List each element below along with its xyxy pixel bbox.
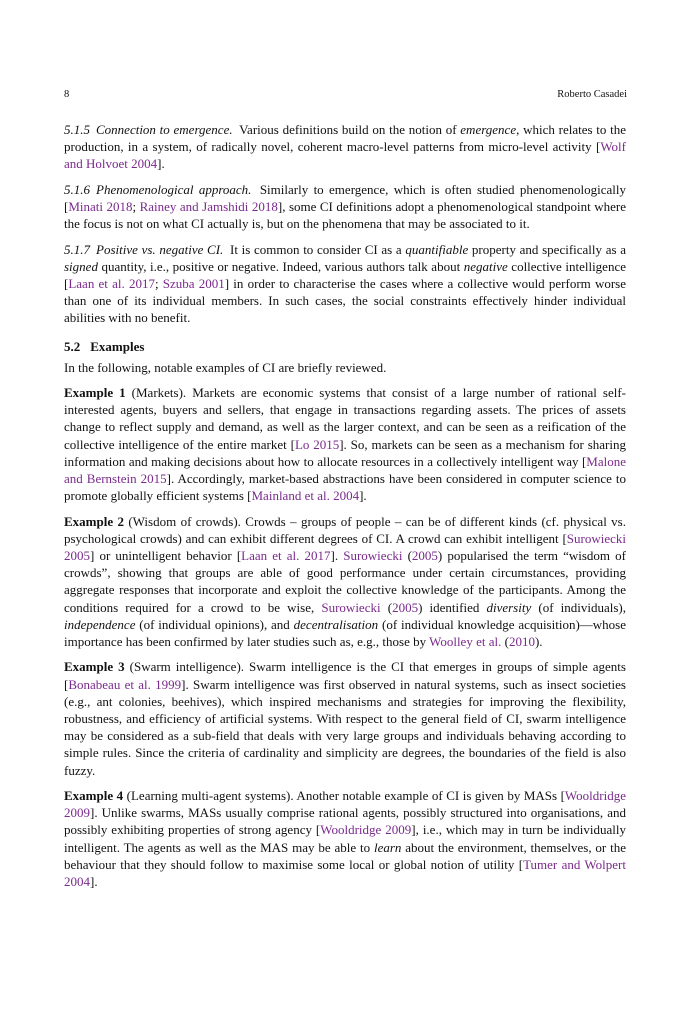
example-name: (Swarm intelligence). (124, 659, 245, 675)
citation-link[interactable]: Malone and Bernstein 2015 (64, 453, 626, 487)
citation-link[interactable]: Wooldridge 2009 (64, 788, 626, 821)
example-label: Example 2 (64, 513, 124, 529)
paragraph-examples-intro: In the following, notable examples of CI are briefly reviewed. (64, 359, 387, 375)
paragraph-example-2: Example 2 (Wisdom of crowds). Crowds – groups of people – can be of different kinds (cf. physical vs. psychological crowds) and can exhibit different degrees of CI. A crowd can exhibit intelligent [Surowiecki 2005] or unintelligent behavior [Laan et al. 2017]. Surowiecki (2005) popularised the term “wisdom of crowds”, showing that groups are able of good performance under certain circumstances, providing aggregate responses that incorporate and exploit the collective knowledge of the participants. Among the conditions required for a crowd to be wise, Surowiecki (2005) identified diversity (of individuals), independence (of individual opinions), and decentralisation (of individual knowledge acquisition)—whose importance has been confirmed by later studies such as, e.g., those by Woolley et al. (2010). (64, 513, 627, 650)
citation-link[interactable]: Woolley et al. (429, 634, 502, 650)
citation-link[interactable]: Laan et al. 2017 (241, 548, 331, 564)
paragraph-5-1-5: 5.1.5 Connection to emergence. Various definitions build on the notion of emergence, which relates to the production, in a system, of radically novel, coherent macro-level patterns from micro-level activity [Wolf and Holvoet 2004]. (64, 122, 627, 172)
citation-link[interactable]: Laan et al. 2017 (68, 276, 155, 291)
paragraph-5-1-6: 5.1.6 Phenomenological approach. Similarly to emergence, which is often studied phenomenologically [Minati 2018; Rainey and Jamshidi 2018], some CI definitions adopt a phenomenological standpoint where the focus is not on what CI actually is, but on the phenomena that may be associated to it. (64, 181, 627, 232)
example-label: Example 4 (64, 788, 124, 804)
paragraph-5-1-7: 5.1.7 Positive vs. negative CI. It is common to consider CI as a quantifiable property and specifically as a signed quantity, i.e., positive or negative. Indeed, various authors talk about negative collective intelligence [Laan et al. 2017; Szuba 2001] in order to characterise the cases where a collective would perform worse than one of its individual members. In such cases, the social constraints effectively hinder individual abilities with no benefit. (64, 241, 627, 326)
subsection-number: 5.1.5 (64, 122, 90, 137)
subsection-number: 5.1.6 (64, 181, 90, 197)
citation-link[interactable]: Surowiecki (343, 548, 403, 564)
section-title: Examples (90, 338, 145, 354)
citation-link[interactable]: 2005 (392, 599, 419, 615)
example-name: (Wisdom of crowds). (123, 513, 241, 529)
citation-link[interactable]: Wooldridge 2009 (320, 822, 412, 838)
citation-link[interactable]: 2005 (411, 548, 438, 564)
paragraph-example-3: Example 3 (Swarm intelligence). Swarm intelligence is the CI that emerges in groups of simple agents [Bonabeau et al. 1999]. Swarm intelligence was first observed in natural systems, such as insect societies (e.g., ant colonies, beehives), which inspired mechanisms and strategies for improving the flexibility, robustness, and efficiency of artificial systems. With respect to the general field of CI, swarm intelligence may be considered as a sub-field that deals with very large groups and individuals behaving according to simple rules. Since the criteria of cardinality and simplicity are degrees, the boundaries of the field is also fuzzy. (64, 659, 626, 778)
citation-link[interactable]: Wolf and Holvoet 2004 (64, 139, 626, 172)
body-text (64, 121, 626, 898)
citation-link[interactable]: Bonabeau et al. 1999 (68, 676, 182, 692)
example-label: Example 3 (64, 659, 125, 675)
citation-link[interactable]: 2010 (508, 634, 535, 650)
citation-link[interactable]: Minati 2018 (68, 199, 133, 214)
example-name: (Markets). (125, 385, 187, 400)
citation-link[interactable]: Surowiecki (321, 599, 381, 615)
paragraph-example-1: Example 1 (Markets). Markets are economic systems that consist of a large number of rational self-interested agents, buyers and sellers, that engage in transactions regarding assets. The prices of assets change to reflect supply and demand, as well as the larger context, and can be seen as a reification of the collective intelligence of the entire market [Lo 2015]. So, markets can be seen as a mechanism for sharing information and making decisions about how to allocate resources in a collectively intelligent way [Malone and Bernstein 2015]. Accordingly, market-based abstractions have been considered in computer science to promote globally efficient systems [Mainland et al. 2004]. (64, 385, 626, 504)
citation-link[interactable]: Rainey and Jamshidi 2018 (139, 199, 278, 214)
running-head (64, 86, 627, 102)
subsection-title: Connection to emergence. (96, 122, 233, 137)
page-number: 8 (64, 89, 70, 100)
citation-link[interactable]: Mainland et al. 2004 (251, 488, 360, 504)
citation-link[interactable]: Szuba 2001 (162, 276, 225, 291)
section-heading-5-2 (64, 338, 626, 355)
citation-link[interactable]: Tumer and Wolpert 2004 (64, 856, 626, 890)
example-name: (Learning multi-agent systems). (123, 788, 294, 804)
subsection-number: 5.1.7 (64, 241, 90, 257)
citation-link[interactable]: Surowiecki 2005 (64, 530, 626, 564)
example-label: Example 1 (64, 385, 126, 400)
section-number: 5.2 (64, 338, 81, 354)
running-head-author: Roberto Casadei (557, 89, 627, 100)
citation-link[interactable]: Lo 2015 (294, 436, 340, 452)
paragraph-example-4: Example 4 (Learning multi-agent systems). Another notable example of CI is given by MASs [Wooldridge 2009]. Unlike swarms, MASs usually comprise rational agents, possibly structured into organisations, and possibly exhibiting properties of strong agency [Wooldridge 2009], i.e., which may in turn be individually intelligent. The agents as well as the MAS may be able to learn about the environment, themselves, or the behaviour that they should follow to maximise some local or global notion of utility [Tumer and Wolpert 2004]. (64, 788, 626, 890)
subsection-title: Positive vs. negative CI. (96, 241, 224, 257)
subsection-title: Phenomenological approach. (96, 181, 252, 197)
